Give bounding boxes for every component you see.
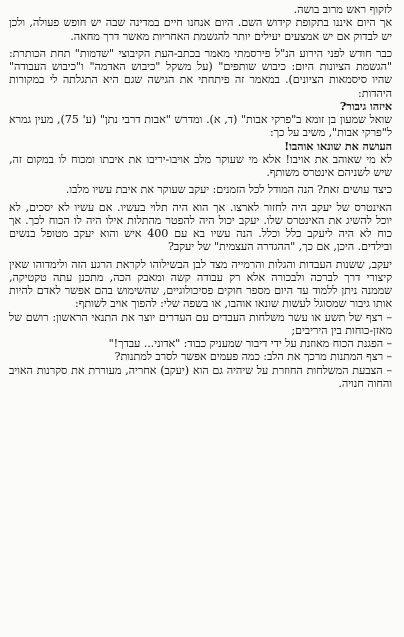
hebrew-text-block [9, 3, 392, 390]
paragraph: שואל שמעון בן זומא ב"פרקי אבות" (ד, א). ומדרש "אבות דרבי נתן" (ע' 75), מעין גמרא ל"פרקי אבות", משיב על כך: [9, 113, 392, 140]
paragraph: אך היום איננו בתקופת קידוש השם. היום אנחנו חיים במדינה שבה יש חופש פעולה, ולכן יש לבדוק אם יש אמצעים יעילים יותר להגשמת האחריות מאשר דרך מחאה. [9, 16, 392, 43]
quote-line: העושה את שונאו אוהבו! [284, 138, 392, 153]
paragraph: לזקוף ראש מרוב בושה. [293, 3, 392, 16]
list-item: – הפגנת הכוח מאוזנת על ידי דיבור שמעניק כבוד: "אדוני... עבדך!" [9, 337, 392, 350]
section-heading: איזהו גיבור? [339, 98, 392, 113]
list-item: – הצבעת המשלחות החוזרת על שיהיה גם הוא (יעקב) אחריה, מעוררת את סקרנות האויב והחוה חנויה. [9, 364, 392, 391]
paragraph: האינטרס של יעקב היה לחזור לארצו. אך הוא היה תלוי בעשיו. אם עשיו לא יסכים, לא יוכל להשיג את האינטרס שלו. יעקב יכול היה להפטר מהתלות אילו היה לו הכוח לכך. אך כוח לא היה ליעקב כלל וכלל. הנה עשיו בא עם 400 איש והוא יעקב מטופל בנשים ובילדים. היכן, אם כך, "ההגדרה העצמית" של יעקב? [9, 200, 392, 254]
paragraph: כבר חודש לפני הירוע הנ"ל פירסמתי מאמר בכתב-העת הקיבוצי "שדמות" תחת הכותרת: "הגשמת הציונות היום: כיבוש שותפים" (על משקל "כיבוש האדמה" ו"כיבוש העבודה" שהיו סיסמאות הציונים). במאמר זה פיתחתי את הגישה שגם היא התגלתה לי במקורות היהדות: [9, 46, 392, 100]
list-item: – רצף של תשע או עשר משלחות העבדים עם העדרים יוצר את התנאי הראשון: רושם של מאזן-כוחות בין היריבים; [9, 311, 392, 338]
paragraph: לא מי שאוהב את אויבו! אלא מי שעוקר מלב אויבו-יריבו את איבתו ומכוח לו במקום זה, שיש לשניהם אינטרס משותף. [9, 152, 392, 179]
list-item: – רצף המתנות מרכך את הלב: כמה פעמים אפשר לסרב למתנות? [9, 350, 392, 363]
paragraph: כיצד עושים זאת? הנה המודל לכל הזמנים: יעקב שעוקר את איבת עשיו מלבו. [65, 183, 392, 197]
paragraph: יעקב, ששנות העבדות והגלות והרמייה מצד לבן הבשילוהו לקראת הרגע הזה ולימדוהו שאין קיצורי דרך לברכה ולבכורה אלא רק עבודה קשה ומאבק הכה, מתכנן עתה טקטיקה, שממנה ניתן ללמוד עד היום מספר חוקים פסיכולוגיים, שהשימוש בהם אפשר לאדם להיות אותו גיבור שמסוגל לעשות שונאו אוהבו, או בשפה שלי: להפוך אויב לשותף: [9, 257, 392, 311]
